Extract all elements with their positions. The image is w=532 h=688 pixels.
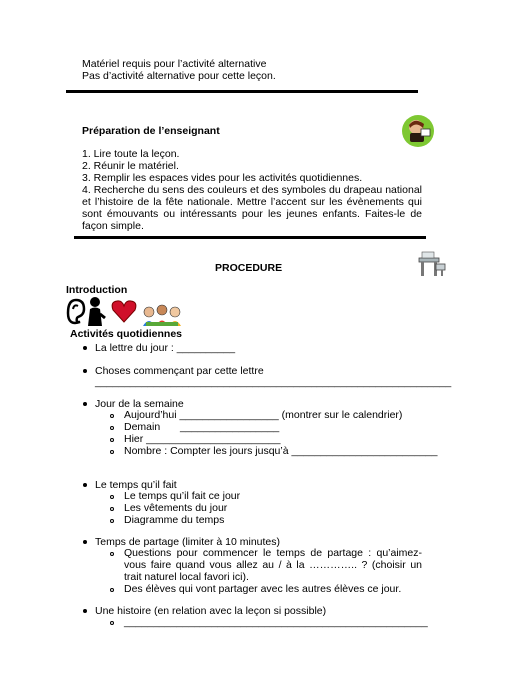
number-count-line: Nombre : Compter les jours jusqu’à _________________________	[124, 445, 438, 457]
prep-item-1: 1. Lire toute la leçon.	[82, 148, 180, 160]
heart-icon	[110, 298, 138, 324]
bullet	[83, 483, 87, 487]
things-blank-line: _____________________________________________________________	[95, 376, 452, 388]
sub-bullet	[110, 519, 114, 523]
story: Une histoire (en relation avec la leçon si possible)	[95, 605, 327, 617]
sub-bullet	[110, 438, 114, 442]
divider	[74, 236, 426, 239]
prep-item-2: 2. Réunir le matériel.	[82, 160, 179, 172]
daily-activities-title: Activités quotidiennes	[70, 328, 183, 340]
teacher-icon	[401, 114, 435, 148]
things-starting-with-letter: Choses commençant par cette lettre	[95, 365, 264, 377]
prep-item-4: 4. Recherche du sens des couleurs et des symboles du drapeau national et l’histoire de la fête nationale. Mettre l’accent sur les évènements qui sont émouvants ou intéressants pour les jeunes enfants. Faites-le de façon simple.	[82, 184, 422, 232]
desk-icon	[416, 250, 448, 278]
sub-bullet	[110, 621, 114, 625]
bullet	[83, 346, 87, 350]
letter-of-day: La lettre du jour : __________	[95, 342, 236, 354]
no-alternative-activity: Pas d’activité alternative pour cette leçon.	[82, 70, 276, 82]
students-sharing: Des élèves qui vont partager avec les autres élèves ce jour.	[124, 583, 402, 595]
children-group-icon	[140, 304, 184, 328]
bullet	[83, 369, 87, 373]
ear-icon	[64, 296, 86, 328]
sub-bullet	[110, 426, 114, 430]
bullet	[83, 609, 87, 613]
introduction-title: Introduction	[66, 284, 128, 296]
prep-title: Préparation de l’enseignant	[82, 125, 220, 137]
procedure-title: PROCEDURE	[215, 262, 283, 274]
sub-bullet	[110, 552, 114, 556]
materials-required: Matériel requis pour l’activité alternative	[82, 58, 267, 70]
sub-bullet	[110, 588, 114, 592]
today-line: Aujourd’hui _________________ (montrer sur le calendrier)	[124, 409, 403, 421]
sub-bullet	[110, 507, 114, 511]
tomorrow-label: Demain	[124, 421, 161, 433]
prep-item-3: 3. Remplir les espaces vides pour les activités quotidiennes.	[82, 172, 363, 184]
day-of-week: Jour de la semaine	[95, 398, 184, 410]
weather-chart: Diagramme du temps	[124, 514, 225, 526]
bullet	[83, 540, 87, 544]
clothes-of-day: Les vêtements du jour	[124, 502, 228, 514]
story-blank-line: ____________________________________________________	[124, 616, 428, 628]
sharing-time: Temps de partage (limiter à 10 minutes)	[95, 536, 280, 548]
sub-bullet	[110, 414, 114, 418]
weather: Le temps qu’il fait	[95, 479, 177, 491]
person-silhouette-icon	[86, 296, 106, 328]
sub-bullet	[110, 450, 114, 454]
weather-today: Le temps qu’il fait ce jour	[124, 490, 241, 502]
tomorrow-blank: _________________	[180, 421, 280, 433]
yesterday-line: Hier _______________________	[124, 433, 281, 445]
sharing-question: Questions pour commencer le temps de partage : qu’aimez-vous faire quand vous allez au / à la ………….. ? (choisir un trait naturel local favori ici).	[124, 547, 422, 583]
sub-bullet	[110, 495, 114, 499]
bullet	[83, 402, 87, 406]
divider	[66, 90, 418, 93]
